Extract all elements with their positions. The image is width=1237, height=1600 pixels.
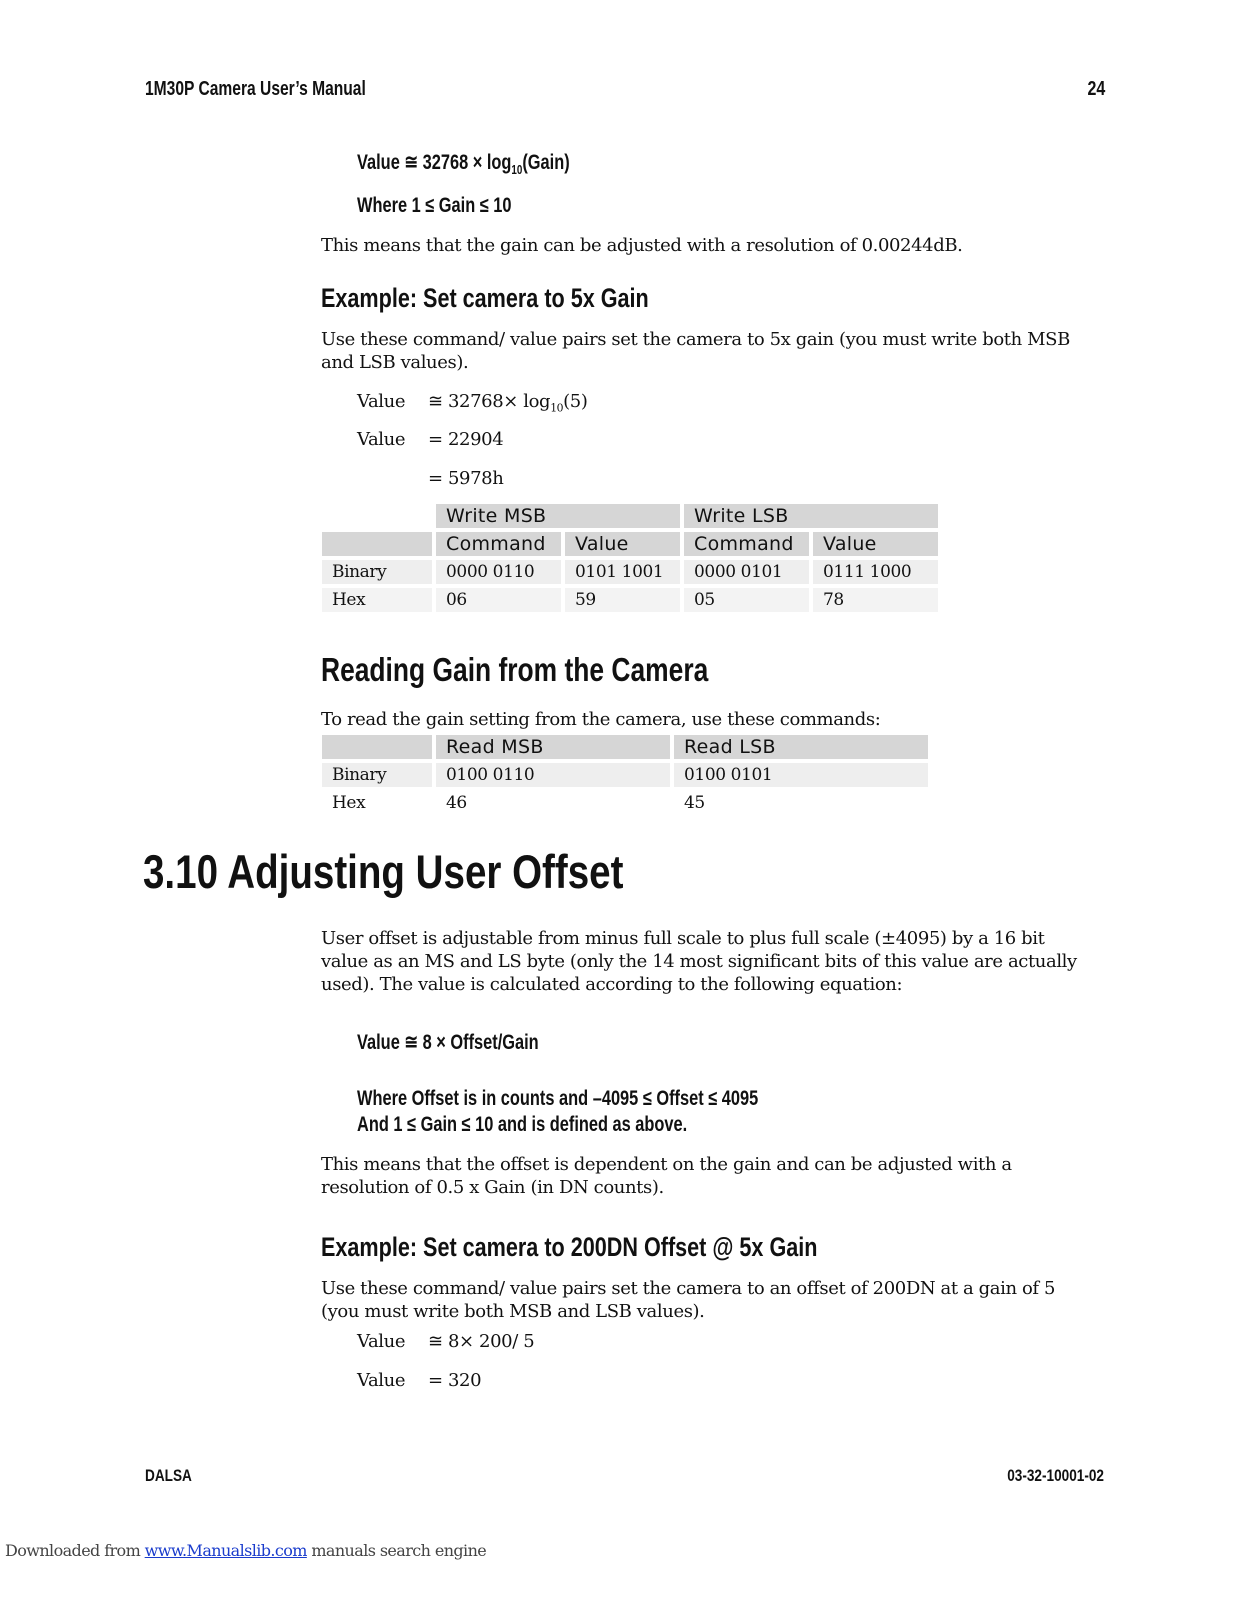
gain-equation-suffix: (Gain) (522, 151, 570, 174)
calc-value-prefix: ≅ 32768× log (428, 391, 551, 412)
table-cell: 0111 1000 (813, 560, 938, 584)
table-cell: 05 (684, 588, 809, 612)
calc-label: Value (357, 391, 406, 412)
gain-range: Where 1 ≤ Gain ≤ 10 (357, 194, 512, 217)
table-row (322, 588, 938, 612)
reading-gain-intro: To read the gain setting from the camera, use these commands: (321, 709, 881, 730)
download-suffix: manuals search engine (306, 1541, 487, 1560)
table-corner-cell (322, 735, 432, 759)
row-label: Binary (322, 560, 432, 584)
table-row (322, 560, 938, 584)
calc-value: ≅ 8× 200/ 5 (428, 1331, 535, 1352)
table-row (322, 791, 928, 815)
running-header-title: 1M30P Camera User’s Manual (145, 78, 366, 100)
gain-equation (357, 150, 570, 177)
table-cell: 0000 0101 (684, 560, 809, 584)
page-number: 24 (1087, 78, 1105, 100)
calc-label: Value (357, 1331, 406, 1352)
table-column-header: Value (813, 532, 938, 556)
download-prefix: Downloaded from (5, 1541, 145, 1560)
download-attribution (5, 1541, 486, 1560)
table-cell: 0000 0110 (436, 560, 561, 584)
gain-equation-subscript: 10 (511, 163, 523, 178)
offset-resolution-text: This means that the offset is dependent on the gain and can be adjusted with a resolution of 0.5 x Gain (in DN counts). (321, 1154, 1012, 1198)
table-cell: 45 (674, 791, 928, 815)
table-cell: 06 (436, 588, 561, 612)
calc-value: = 5978h (428, 468, 504, 489)
row-label: Hex (322, 791, 432, 815)
table-group-header: Write MSB (436, 504, 680, 528)
offset-gain-range: And 1 ≤ Gain ≤ 10 and is defined as above. (357, 1113, 688, 1136)
table-column-header: Command (684, 532, 809, 556)
row-label: Binary (322, 763, 432, 787)
table-group-header: Write LSB (684, 504, 938, 528)
table-column-header: Command (436, 532, 561, 556)
calc-value (428, 391, 587, 415)
table-cell: 0101 1001 (565, 560, 680, 584)
table-cell: 46 (436, 791, 670, 815)
row-label: Hex (322, 588, 432, 612)
table-cell: 0100 0101 (674, 763, 928, 787)
calc-value-suffix: (5) (563, 391, 588, 412)
calc-value: = 320 (428, 1370, 482, 1391)
table-column-header: Value (565, 532, 680, 556)
reading-gain-heading: Reading Gain from the Camera (321, 651, 709, 688)
table-blank-cell (322, 504, 432, 528)
example-offset-intro: Use these command/ value pairs set the camera to an offset of 200DN at a gain of 5 (you must write both MSB and LSB values). (321, 1278, 1056, 1322)
offset-intro: User offset is adjustable from minus full scale to plus full scale (±4095) by a 16 bit value as an MS and LS byte (only the 14 most significant bits of this value are actually used). The value is calculated according to the following equation: (321, 928, 1077, 995)
table-column-header: Read MSB (436, 735, 670, 759)
table-corner-cell (322, 532, 432, 556)
calc-label: Value (357, 1370, 406, 1391)
example-gain-heading: Example: Set camera to 5x Gain (321, 283, 649, 313)
footer-doc-number: 03-32-10001-02 (1007, 1466, 1104, 1485)
calc-label: Value (357, 429, 406, 450)
calc-value-subscript: 10 (550, 401, 564, 415)
table-row (322, 763, 928, 787)
table-cell: 0100 0110 (436, 763, 670, 787)
footer-company: DALSA (145, 1466, 192, 1485)
offset-range: Where Offset is in counts and –4095 ≤ Offset ≤ 4095 (357, 1087, 759, 1110)
example-gain-intro: Use these command/ value pairs set the camera to 5x gain (you must write both MSB and LSB values). (321, 329, 1070, 373)
write-gain-table (318, 500, 942, 616)
gain-equation-prefix: Value ≅ 32768 × log (357, 151, 512, 174)
calc-value: = 22904 (428, 429, 504, 450)
manualslib-link[interactable]: www.Manualslib.com (144, 1541, 307, 1560)
table-column-header: Read LSB (674, 735, 928, 759)
example-offset-heading: Example: Set camera to 200DN Offset @ 5x Gain (321, 1232, 818, 1262)
offset-equation: Value ≅ 8 × Offset/Gain (357, 1031, 539, 1054)
read-gain-table (318, 731, 932, 819)
table-cell: 78 (813, 588, 938, 612)
section-heading: 3.10 Adjusting User Offset (143, 845, 624, 898)
gain-resolution-text: This means that the gain can be adjusted with a resolution of 0.00244dB. (321, 235, 963, 256)
table-cell: 59 (565, 588, 680, 612)
